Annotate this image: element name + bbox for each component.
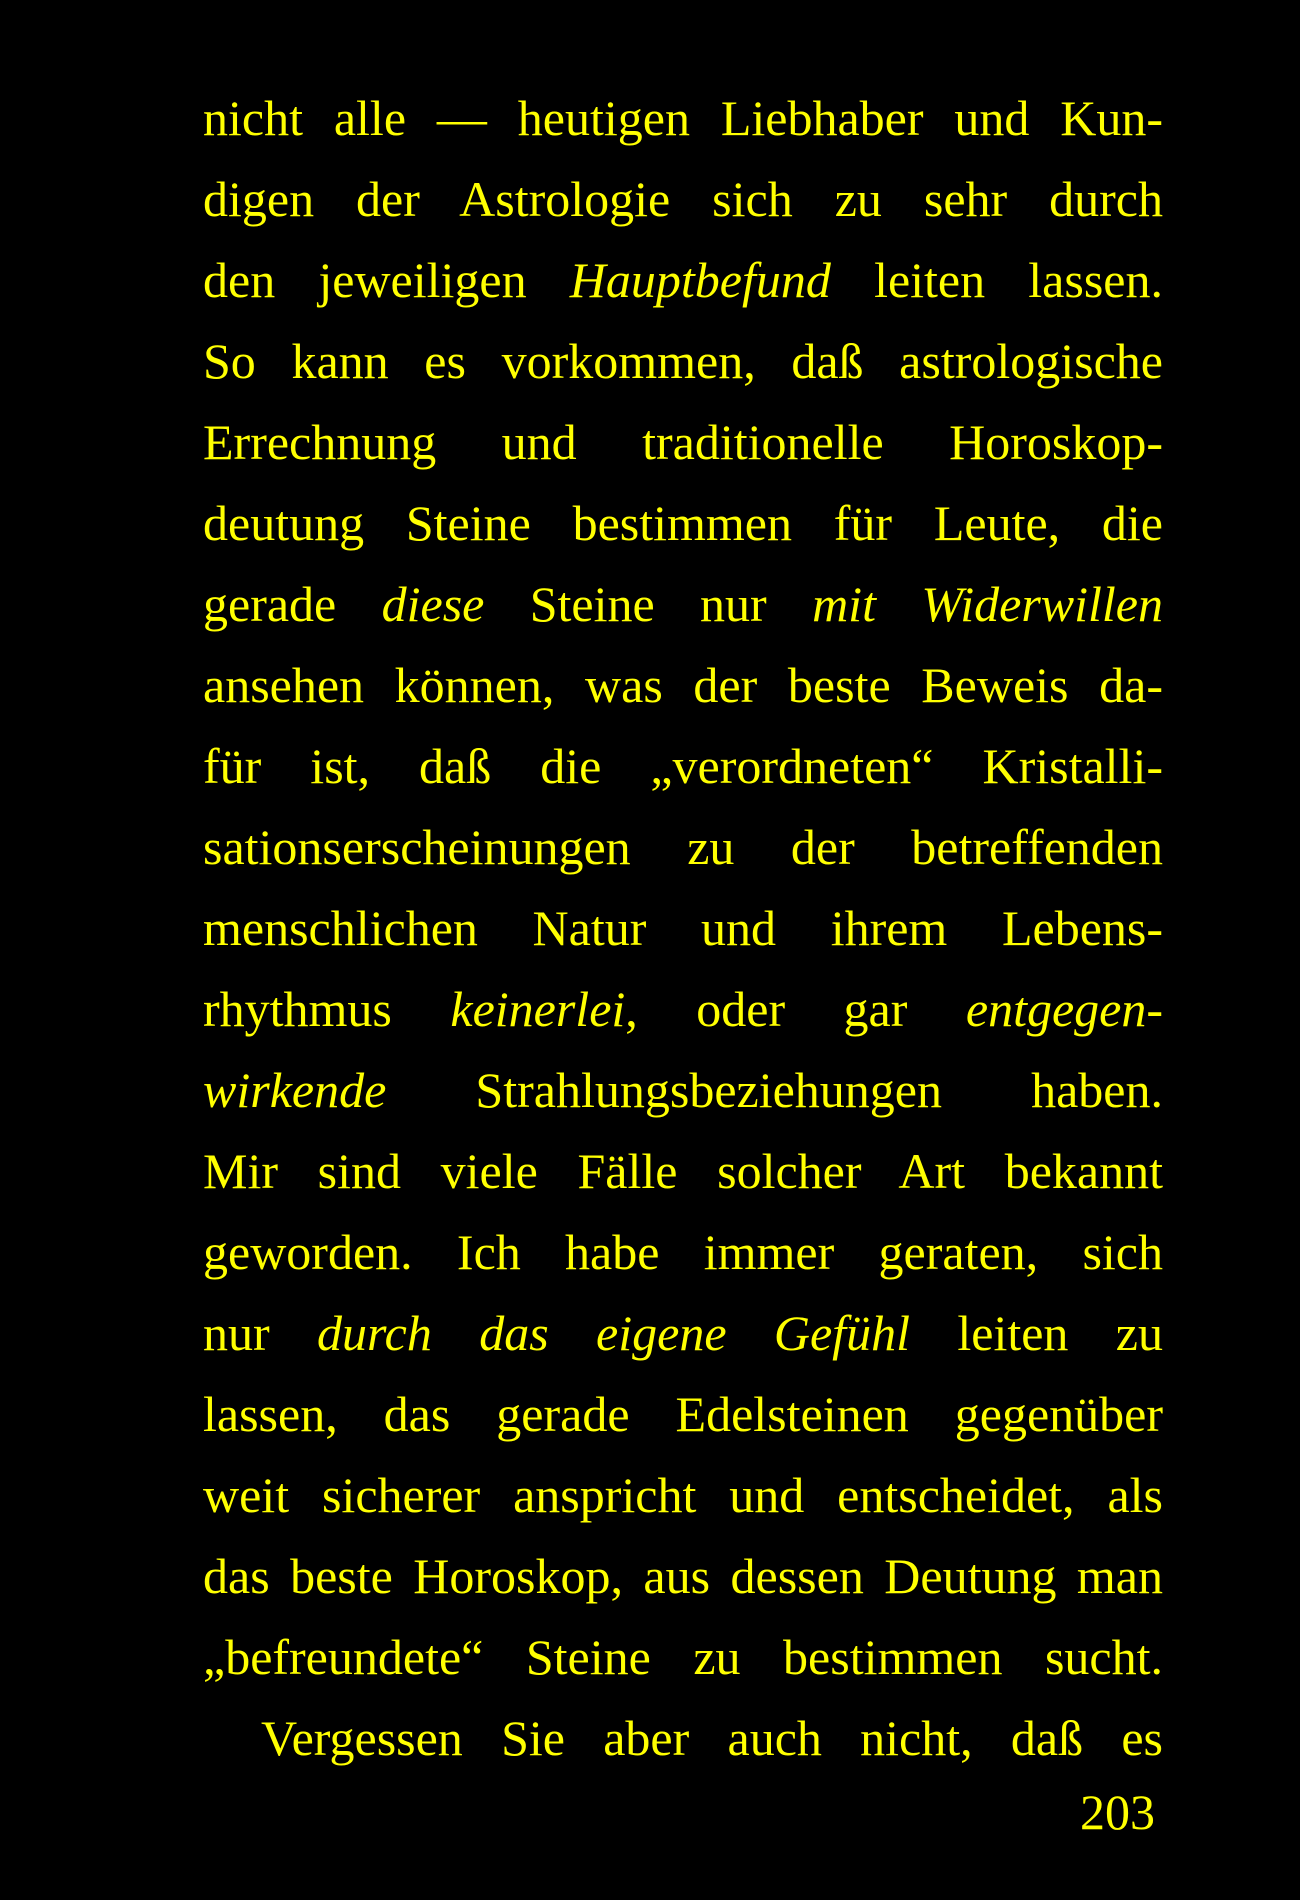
text-line — [203, 726, 1163, 807]
text-line — [203, 807, 1163, 888]
text-run: menschlichen Natur und ihrem Lebens- — [203, 900, 1163, 956]
page-number: 203 — [1080, 1784, 1155, 1840]
text-run: deutung Steine bestimmen für Leute, die — [203, 495, 1163, 551]
text-run: ansehen können, was der beste Beweis da- — [203, 657, 1163, 713]
text-run: So kann es vorkommen, daß astrologische — [203, 333, 1163, 389]
text-run: digen der Astrologie sich zu sehr durch — [203, 171, 1163, 227]
text-run: „befreundete“ Steine zu bestimmen sucht. — [203, 1629, 1163, 1685]
italic-text: mit Widerwillen — [812, 576, 1163, 632]
text-line — [203, 1617, 1163, 1698]
text-run: nur — [203, 1305, 318, 1361]
body-text — [203, 78, 1163, 1779]
text-line — [203, 240, 1163, 321]
text-line — [203, 78, 1163, 159]
text-line — [203, 564, 1163, 645]
text-run: weit sicherer anspricht und entscheidet, als — [203, 1467, 1163, 1523]
text-run: Strahlungsbeziehungen haben. — [386, 1062, 1163, 1118]
italic-text: keinerlei — [450, 981, 626, 1037]
text-line — [203, 1293, 1163, 1374]
italic-text: diese — [381, 576, 485, 632]
text-run: das beste Horoskop, aus dessen Deutung man — [203, 1548, 1163, 1604]
text-line — [203, 159, 1163, 240]
text-line — [203, 1374, 1163, 1455]
italic-text: entgegen- — [965, 981, 1163, 1037]
text-run: leiten lassen. — [830, 252, 1163, 308]
text-run: gerade — [203, 576, 382, 632]
text-run: geworden. Ich habe immer geraten, sich — [203, 1224, 1163, 1280]
text-run: lassen, das gerade Edelsteinen gegenüber — [203, 1386, 1163, 1442]
text-run: rhythmus — [203, 981, 451, 1037]
text-run: leiten zu — [909, 1305, 1163, 1361]
text-line — [203, 1536, 1163, 1617]
text-line — [203, 888, 1163, 969]
text-run: den jeweiligen — [203, 252, 570, 308]
text-run: Steine nur — [484, 576, 813, 632]
text-line — [203, 1698, 1163, 1779]
text-run: Vergessen Sie aber auch nicht, daß es — [261, 1710, 1163, 1766]
text-line — [203, 483, 1163, 564]
text-line — [203, 1455, 1163, 1536]
text-line — [203, 1131, 1163, 1212]
text-line — [203, 645, 1163, 726]
text-line — [203, 321, 1163, 402]
text-run: sationserscheinungen zu der betreffenden — [203, 819, 1163, 875]
text-line — [203, 402, 1163, 483]
text-run: für ist, daß die „verordneten“ Kristalli- — [203, 738, 1163, 794]
text-run: , oder gar — [625, 981, 966, 1037]
text-line — [203, 1212, 1163, 1293]
italic-text: wirkende — [203, 1062, 387, 1118]
text-run: Errechnung und traditionelle Horoskop- — [203, 414, 1163, 470]
text-run: Mir sind viele Fälle solcher Art bekannt — [203, 1143, 1163, 1199]
italic-text: durch das eigene Gefühl — [317, 1305, 910, 1361]
text-line — [203, 969, 1163, 1050]
italic-text: Hauptbefund — [569, 252, 831, 308]
text-run: nicht alle — heutigen Liebhaber und Kun- — [203, 90, 1163, 146]
text-line — [203, 1050, 1163, 1131]
